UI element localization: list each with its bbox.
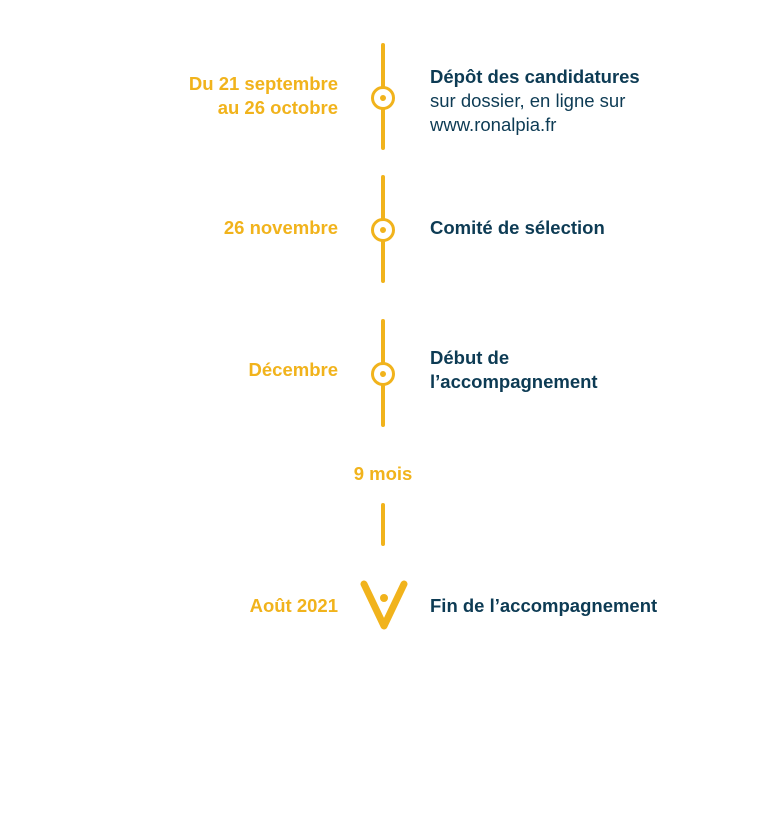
step-1-sub-line-2: www.ronalpia.fr	[430, 114, 557, 135]
step-1-circle-dot-icon	[371, 86, 395, 110]
step-1-title: Dépôt des candidatures	[430, 66, 640, 87]
timeline-axis-segment-4	[381, 503, 385, 546]
step-3-title-line-1: Début de	[430, 347, 510, 368]
step-3-date: Décembre	[248, 359, 338, 380]
step-2-title: Comité de sélection	[430, 217, 605, 238]
step-2-description	[430, 216, 605, 240]
step-3-title-line-2: l’accompagnement	[430, 371, 598, 392]
step-3-description	[430, 346, 598, 394]
step-1-sub-line-1: sur dossier, en ligne sur	[430, 90, 626, 111]
duration-label: 9 mois	[353, 463, 413, 484]
step-1-date-line-2: au 26 octobre	[217, 97, 338, 118]
step-2-date: 26 novembre	[223, 217, 338, 238]
step-2-circle-dot-icon	[371, 218, 395, 242]
step-3-circle-dot-icon	[371, 362, 395, 386]
final-title: Fin de l’accompagnement	[430, 595, 658, 616]
step-1-description	[430, 65, 640, 137]
final-description	[430, 594, 657, 618]
ronalpia-v-logo-icon	[359, 578, 409, 634]
step-1-date	[189, 72, 338, 120]
final-date: Août 2021	[249, 595, 338, 616]
step-1-date-line-1: Du 21 septembre	[188, 73, 338, 94]
